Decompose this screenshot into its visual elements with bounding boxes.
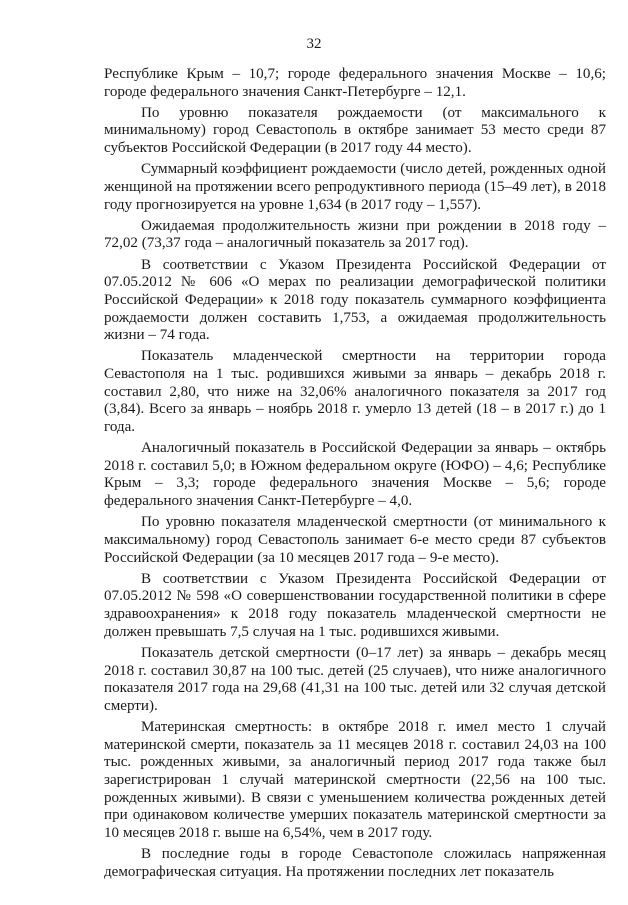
paragraph-8: По уровню показателя младенческой смертности (от минимального к максимальному) город Севастополь занимает 6-е место среди 87 субъектов Российской Федерации (за 10 месяцев 2017 года – 9-е место).: [104, 514, 606, 566]
paragraph-9: В соответствии с Указом Президента Российской Федерации от 07.05.2012 № 598 «О совершенствовании государственной политики в сфере здравоохранения» к 2018 году показатель младенческой смертности не должен превышать 7,5 случая на 1 тыс. родившихся живыми.: [104, 570, 606, 640]
paragraph-2: По уровню показателя рождаемости (от максимального к минимальному) город Севастополь в октябре занимает 53 место среди 87 субъектов Российской Федерации (в 2017 году 44 место).: [104, 104, 606, 157]
paragraph-12: В последние годы в городе Севастополе сложилась напряженная демографическая ситуация. На протяжении последних лет показатель: [104, 846, 606, 880]
paragraph-10: Показатель детской смертности (0–17 лет) за январь – декабрь месяц 2018 г. составил 30,87 на 100 тыс. детей (25 случаев), что ниже аналогичного показателя 2017 года на 29,68 (41,31 на 100 тыс. детей или 32 случая детской смерти).: [104, 644, 606, 714]
paragraph-7: Аналогичный показатель в Российской Федерации за январь – октябрь 2018 г. составил 5,0; в Южном федеральном округе (ЮФО) – 4,6; Республике Крым – 3,3; городе федерального значения Москве – 5,6; городе федерального значения Санкт-Петербурге – 4,0.: [104, 440, 606, 510]
paragraph-4: Ожидаемая продолжительность жизни при рождении в 2018 году – 72,02 (73,37 года – аналогичный показатель за 2017 год).: [104, 217, 606, 252]
paragraph-6: Показатель младенческой смертности на территории города Севастополя на 1 тыс. родившихся живыми за январь – декабрь 2018 г. составил 2,80, что ниже на 32,06% аналогичного показателя за 2017 год (3,84). Всего за январь – ноябрь 2018 г. умерло 13 детей (18 – в 2017 г.) до 1 года.: [104, 348, 606, 435]
page-number: 32: [306, 36, 322, 52]
paragraph-11: Материнская смертность: в октябре 2018 г. имел место 1 случай материнской смерти, показатель за 11 месяцев 2018 г. составил 24,03 на 100 тыс. рожденных живыми, за аналогичный период 2017 года также был зарегистрирован 1 случай материнской смертности (22,56 на 100 тыс. рожденных живыми). В связи с уменьшением количества рожденных детей при одинаковом количестве умерших показатель материнской смертности за 10 месяцев 2018 г. выше на 6,54%, чем в 2017 году.: [104, 718, 606, 841]
paragraph-1: Республике Крым – 10,7; городе федерального значения Москве – 10,6; городе федерального значения Санкт-Петербурге – 12,1.: [104, 66, 606, 100]
paragraph-5: В соответствии с Указом Президента Российской Федерации от 07.05.2012 № 606 «О мерах по реализации демографической политики Российской Федерации» к 2018 году показатель суммарного коэффициента рождаемости должен составить 1,753, а ожидаемая продолжительность жизни – 74 года.: [104, 256, 606, 344]
paragraph-3: Суммарный коэффициент рождаемости (число детей, рожденных одной женщиной на протяжении всего репродуктивного периода (15–49 лет), в 2018 году прогнозируется на уровне 1,634 (в 2017 году – 1,557).: [104, 161, 606, 213]
document-body: [104, 66, 606, 885]
